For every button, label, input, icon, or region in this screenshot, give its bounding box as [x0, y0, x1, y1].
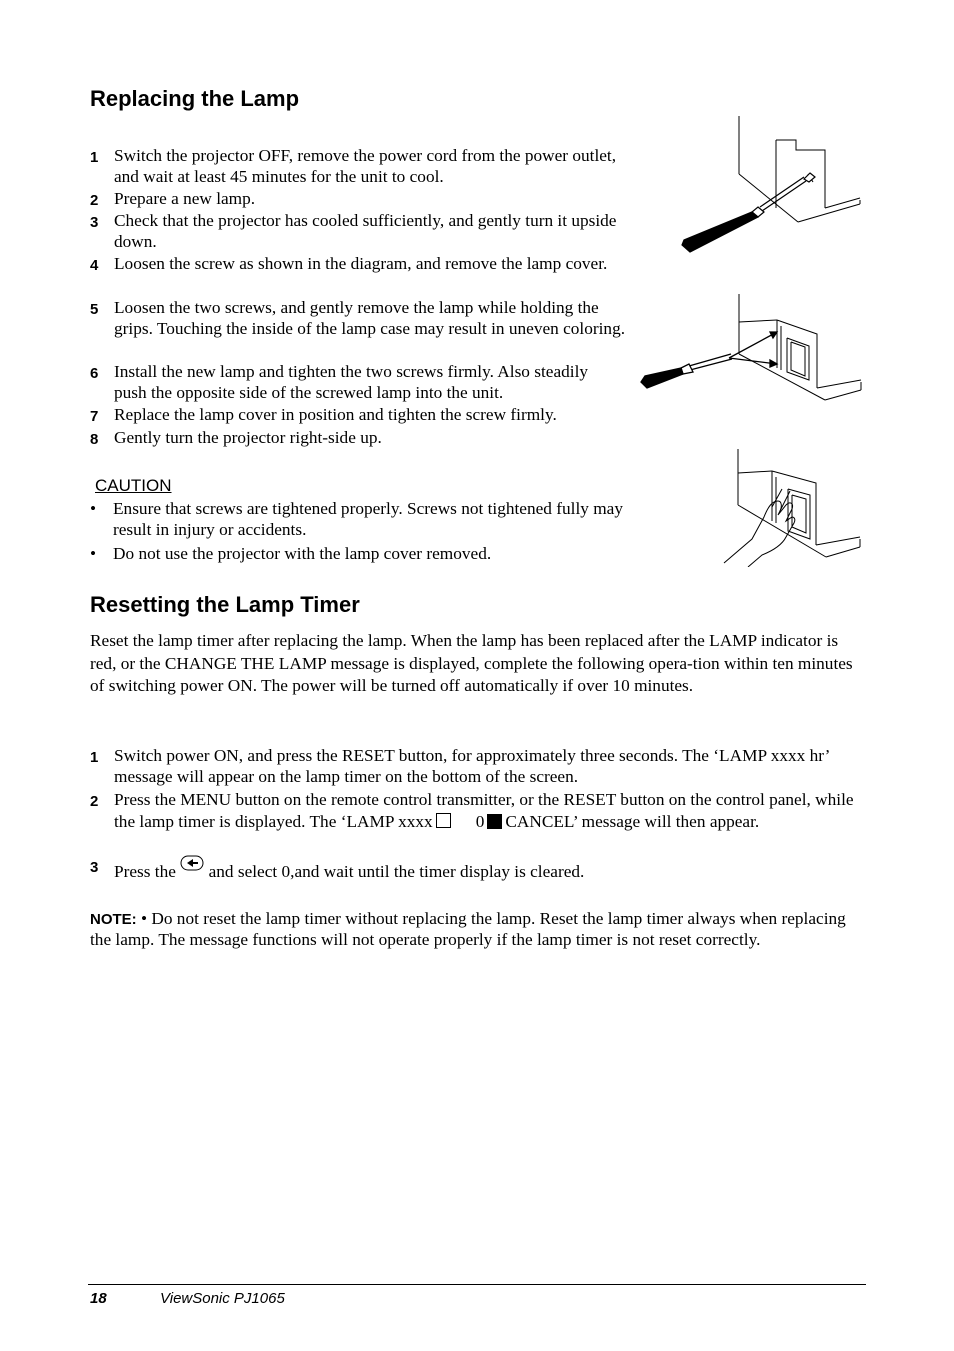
bullet-icon: •	[90, 544, 97, 563]
step-text: Replace the lamp cover in position and tighten the screw firmly.	[114, 405, 557, 424]
step-number: 4	[90, 257, 99, 274]
intro-paragraph: Reset the lamp timer after replacing the lamp. When the lamp has been replaced after the LAMP indicator is red, or the CHANGE THE LAMP message is displayed, complete the following opera-tion within ten minutes of switching power ON. The power will be turned off automatically if over 10 minutes.	[90, 631, 853, 695]
figure-loosen-screws	[637, 290, 867, 410]
square-outline-icon	[436, 813, 451, 828]
step-number: 2	[90, 793, 99, 810]
step-text-c: CANCEL’ message will then appear.	[505, 812, 760, 831]
section-heading-resetting-timer: Resetting the Lamp Timer	[90, 592, 360, 617]
note-text: • Do not reset the lamp timer without replacing the lamp. Reset the lamp timer always when replacing the lamp. The message functions will not operate properly if the lamp timer is not reset correctly.	[90, 909, 846, 949]
step-number: 3	[90, 859, 99, 876]
step-number: 1	[90, 749, 99, 766]
square-filled-icon	[487, 814, 502, 829]
step-text: Check that the projector has cooled sufficiently, and gently turn it upside down.	[114, 211, 617, 251]
step-text: Gently turn the projector right-side up.	[114, 428, 382, 447]
step-text-a: Press the MENU button on the remote control transmitter, or the RESET button on the control panel, while the lamp timer is displayed. The ‘LAMP xxxx	[114, 790, 854, 831]
left-arrow-button-icon	[180, 855, 204, 871]
step-number: 2	[90, 192, 99, 209]
caution-label: CAUTION	[95, 476, 172, 495]
figure-remove-lamp-cover	[672, 112, 867, 257]
figure-remove-lamp	[712, 445, 867, 567]
step-text: Loosen the two screws, and gently remove the lamp while holding the grips. Touching the inside of the lamp case may result in uneven coloring.	[114, 298, 626, 338]
step-text	[114, 789, 854, 833]
footer-divider	[88, 1284, 866, 1285]
step-text: Prepare a new lamp.	[114, 189, 256, 208]
step-number: 5	[90, 301, 99, 318]
caution-text: Ensure that screws are tightened properly. Screws not tightened fully may result in injury or accidents.	[113, 499, 623, 539]
section-heading-replacing-lamp: Replacing the Lamp	[90, 86, 300, 111]
note-label: NOTE:	[90, 911, 137, 928]
step-number: 8	[90, 431, 99, 448]
step-text	[114, 855, 854, 882]
step-text: Switch power ON, and press the RESET button, for approximately three seconds. The ‘LAMP xxxx hr’ message will appear on the lamp timer on the bottom of the screen.	[114, 746, 830, 786]
note-paragraph	[90, 909, 865, 949]
step-text: Loosen the screw as shown in the diagram, and remove the lamp cover.	[114, 254, 608, 273]
caution-text: Do not use the projector with the lamp cover removed.	[113, 544, 492, 563]
step-number: 7	[90, 408, 99, 425]
step-text: Install the new lamp and tighten the two screws firmly. Also steadily push the opposite side of the screwed lamp into the unit.	[114, 362, 589, 402]
step-text-b: 0	[475, 812, 485, 831]
step-text-b: and select 0,and wait until the timer display is cleared.	[208, 862, 585, 881]
page-number: 18	[90, 1290, 107, 1307]
step-number: 1	[90, 149, 99, 166]
step-text-a: Press the	[114, 862, 176, 881]
step-number: 6	[90, 365, 99, 382]
bullet-icon: •	[90, 499, 97, 518]
footer-product: ViewSonic PJ1065	[160, 1290, 285, 1307]
step-number: 3	[90, 214, 99, 231]
step-text: Switch the projector OFF, remove the power cord from the power outlet, and wait at least 45 minutes for the unit to cool.	[114, 146, 617, 186]
